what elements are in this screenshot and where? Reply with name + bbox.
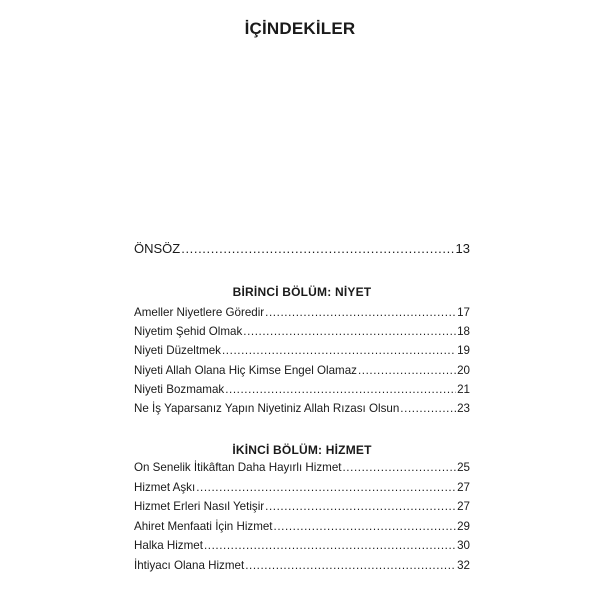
toc-entry xyxy=(134,305,470,321)
toc-entry-preface xyxy=(134,241,470,257)
toc-entry-label: Halka Hizmet xyxy=(134,539,203,552)
toc-entry xyxy=(134,538,470,554)
dot-leader xyxy=(196,480,456,496)
toc-entry-label: Niyeti Bozmamak xyxy=(134,383,225,396)
dot-leader xyxy=(222,343,456,359)
toc-entry xyxy=(134,499,470,515)
toc-entry-page: 27 xyxy=(457,481,470,494)
toc-entry-label: İhtiyacı Olana Hizmet xyxy=(134,559,245,572)
toc-entry-label: Hizmet Aşkı xyxy=(134,481,196,494)
toc-entry xyxy=(134,324,470,340)
dot-leader xyxy=(265,499,456,515)
toc-entry-page: 17 xyxy=(457,306,470,319)
section-heading-niyet: BİRİNCİ BÖLÜM: NİYET xyxy=(232,285,372,299)
toc-entry xyxy=(134,460,470,476)
dot-leader xyxy=(265,305,456,321)
toc-entry xyxy=(134,343,470,359)
toc-entry-label: Niyetim Şehid Olmak xyxy=(134,325,243,338)
toc-entry-page: 21 xyxy=(457,383,470,396)
toc-entry-page: 29 xyxy=(457,520,470,533)
toc-entry-page: 19 xyxy=(457,344,470,357)
section-heading-hizmet: İKİNCİ BÖLÜM: HİZMET xyxy=(232,443,372,457)
dot-leader xyxy=(181,241,454,257)
dot-leader xyxy=(400,401,456,417)
toc-entry-page: 23 xyxy=(457,402,470,415)
dot-leader xyxy=(225,382,456,398)
toc-entry-page: 30 xyxy=(457,539,470,552)
toc-entry xyxy=(134,363,470,379)
toc-entry xyxy=(134,382,470,398)
toc-entry-label: On Senelik İtikâftan Daha Hayırlı Hizmet xyxy=(134,461,342,474)
toc-entry-label: Niyeti Allah Olana Hiç Kimse Engel Olamaz xyxy=(134,364,357,377)
toc-entry-page: 20 xyxy=(457,364,470,377)
toc-entry-page: 25 xyxy=(457,461,470,474)
dot-leader xyxy=(274,519,457,535)
toc-entry-label: Hizmet Erleri Nasıl Yetişir xyxy=(134,500,265,513)
toc-entry xyxy=(134,480,470,496)
toc-entry-page: 32 xyxy=(457,559,470,572)
toc-entry-page: 27 xyxy=(457,500,470,513)
toc-entry-label: Ne İş Yaparsanız Yapın Niyetiniz Allah Rızası Olsun xyxy=(134,402,400,415)
toc-entry-label: Ahiret Menfaati İçin Hizmet xyxy=(134,520,273,533)
dot-leader xyxy=(204,538,456,554)
toc-entry xyxy=(134,558,470,574)
toc-entry xyxy=(134,519,470,535)
dot-leader xyxy=(342,460,456,476)
toc-entry-page: 18 xyxy=(457,325,470,338)
toc-entry-label: Ameller Niyetlere Göredir xyxy=(134,306,265,319)
dot-leader xyxy=(243,324,456,340)
toc-entry-page: 13 xyxy=(455,241,470,256)
toc-entry-label: ÖNSÖZ xyxy=(134,241,181,256)
toc-entry-label: Niyeti Düzeltmek xyxy=(134,344,221,357)
dot-leader xyxy=(245,558,456,574)
toc-entry xyxy=(134,401,470,417)
page-title: İÇİNDEKİLER xyxy=(244,19,356,38)
dot-leader xyxy=(358,363,456,379)
